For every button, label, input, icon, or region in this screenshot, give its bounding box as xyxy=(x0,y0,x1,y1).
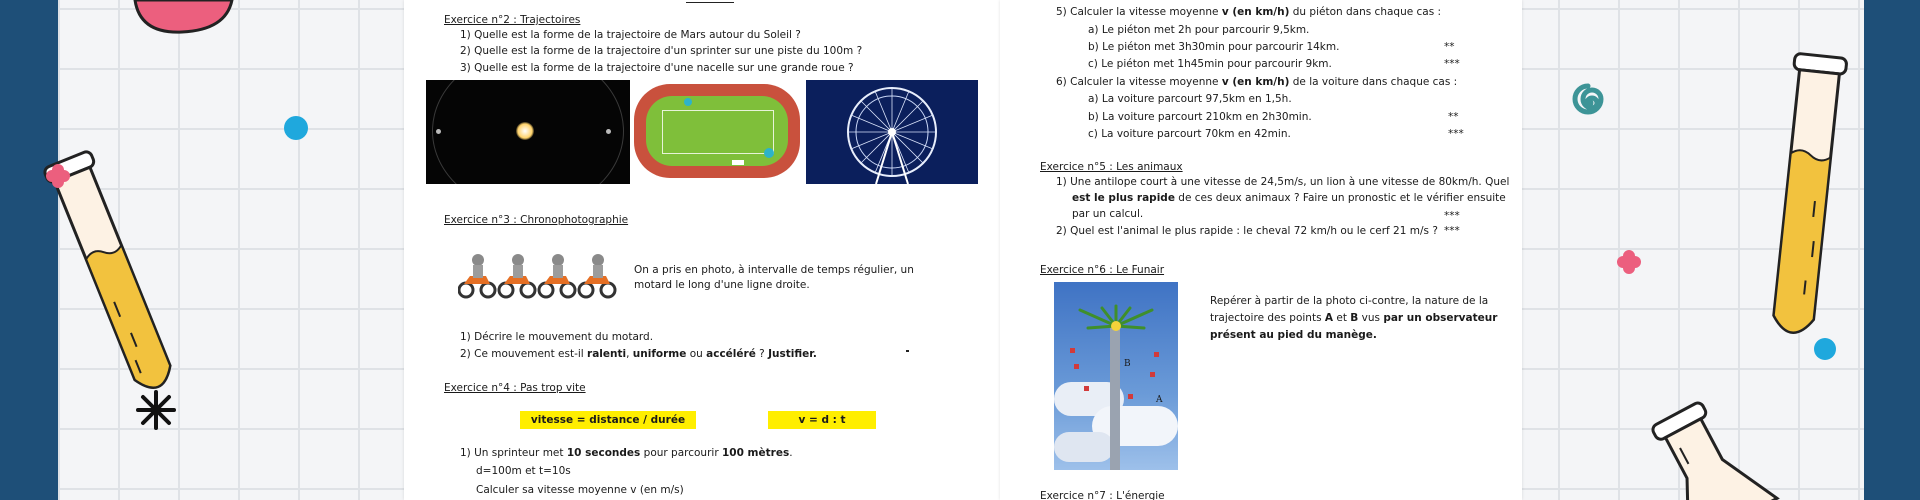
q5-item-b: b) Le piéton met 3h30min pour parcourir 14km. xyxy=(1088,41,1340,53)
q6-item-c-difficulty: *** xyxy=(1448,128,1464,140)
ex5-question-2-difficulty: *** xyxy=(1444,225,1460,237)
motorcyclist-chronophotography xyxy=(458,250,618,300)
q5-item-b-difficulty: ** xyxy=(1444,41,1455,53)
asterisk-decoration xyxy=(136,390,176,430)
ex2-title: Exercice n°2 : Trajectoires xyxy=(444,14,581,26)
ex5-question-1-line-2: est le plus rapide de ces deux animaux ? Faire un pronostic et le vérifier ensuite xyxy=(1072,192,1506,204)
q5-title: 5) Calculer la vitesse moyenne v (en km/h) du piéton dans chaque cas : xyxy=(1056,6,1442,18)
ex3-title: Exercice n°3 : Chronophotographie xyxy=(444,214,629,226)
ferris-wheel-photo xyxy=(806,80,978,184)
ex6-text-line-2: trajectoire des points A et B vus par un observateur xyxy=(1210,312,1498,324)
pink-flower-right-icon xyxy=(1617,250,1641,274)
worksheet-page-left xyxy=(404,0,1000,500)
ex2-question-1: 1) Quelle est la forme de la trajectoire de Mars autour du Soleil ? xyxy=(460,29,801,41)
spiral-icon xyxy=(1566,80,1612,126)
q6-item-a: a) La voiture parcourt 97,5km en 1,5h. xyxy=(1088,93,1292,105)
ex5-question-2: 2) Quel est l'animal le plus rapide : le cheval 72 km/h ou le cerf 21 m/s ? xyxy=(1056,225,1438,237)
q6-item-b-difficulty: ** xyxy=(1448,111,1459,123)
ex4-ask: Calculer sa vitesse moyenne v (en m/s) xyxy=(476,484,684,496)
ex5-question-1-difficulty: *** xyxy=(1444,210,1460,222)
ex6-text-line-3: présent au pied du manège. xyxy=(1210,329,1377,341)
worksheet-page-right xyxy=(1000,0,1522,500)
running-track-photo xyxy=(632,80,804,184)
stray-dot xyxy=(906,350,909,352)
ex3-intro-line-1: On a pris en photo, à intervalle de temps régulier, un xyxy=(634,264,914,276)
solar-system-photo xyxy=(426,80,630,184)
formula-vdt-box: v = d : t xyxy=(768,411,876,429)
ex5-question-1-line-1: 1) Une antilope court à une vitesse de 24,5m/s, un lion à une vitesse de 80km/h. Quel xyxy=(1056,176,1510,188)
ex3-question-2: 2) Ce mouvement est-il ralenti, uniforme ou accéléré ? Justifier. xyxy=(460,348,817,360)
top-line xyxy=(686,2,734,3)
ex2-question-2: 2) Quelle est la forme de la trajectoire d'un sprinter sur une piste du 100m ? xyxy=(460,45,863,57)
ex3-question-1: 1) Décrire le mouvement du motard. xyxy=(460,331,654,343)
formula-vitesse-box: vitesse = distance / durée xyxy=(520,411,696,429)
point-b-label: B xyxy=(1124,359,1131,369)
ex3-intro-line-2: motard le long d'une ligne droite. xyxy=(634,279,810,291)
q6-item-c: c) La voiture parcourt 70km en 42min. xyxy=(1088,128,1291,140)
flask-icon xyxy=(1620,400,1780,500)
ex4-given: d=100m et t=10s xyxy=(476,465,571,477)
pink-flower-left-icon xyxy=(46,164,70,188)
ex6-text-line-1: Repérer à partir de la photo ci-contre, la nature de la xyxy=(1210,295,1489,307)
q6-title: 6) Calculer la vitesse moyenne v (en km/h) de la voiture dans chaque cas : xyxy=(1056,76,1458,88)
ex4-question-1: 1) Un sprinteur met 10 secondes pour parcourir 100 mètres. xyxy=(460,447,793,459)
ex6-title: Exercice n°6 : Le Funair xyxy=(1040,264,1165,276)
ex5-question-1-line-3: par un calcul. xyxy=(1072,208,1144,220)
blue-dot-right-decoration xyxy=(1814,338,1836,360)
ex5-title: Exercice n°5 : Les animaux xyxy=(1040,161,1183,173)
point-a-label: A xyxy=(1156,395,1163,405)
q5-item-c: c) Le piéton met 1h45min pour parcourir 9km. xyxy=(1088,58,1332,70)
ex7-title: Exercice n°7 : L'énergie xyxy=(1040,490,1165,500)
q6-item-b: b) La voiture parcourt 210km en 2h30min. xyxy=(1088,111,1312,123)
blue-dot-decoration xyxy=(284,116,308,140)
q5-item-c-difficulty: *** xyxy=(1444,58,1460,70)
pink-planet-decoration xyxy=(130,0,240,40)
ex2-question-3: 3) Quelle est la forme de la trajectoire d'une nacelle sur une grande roue ? xyxy=(460,62,854,74)
q5-item-a: a) Le piéton met 2h pour parcourir 9,5km. xyxy=(1088,24,1310,36)
ex4-title: Exercice n°4 : Pas trop vite xyxy=(444,382,586,394)
funair-ride-photo xyxy=(1054,282,1178,470)
test-tube-right-icon xyxy=(1760,50,1850,350)
